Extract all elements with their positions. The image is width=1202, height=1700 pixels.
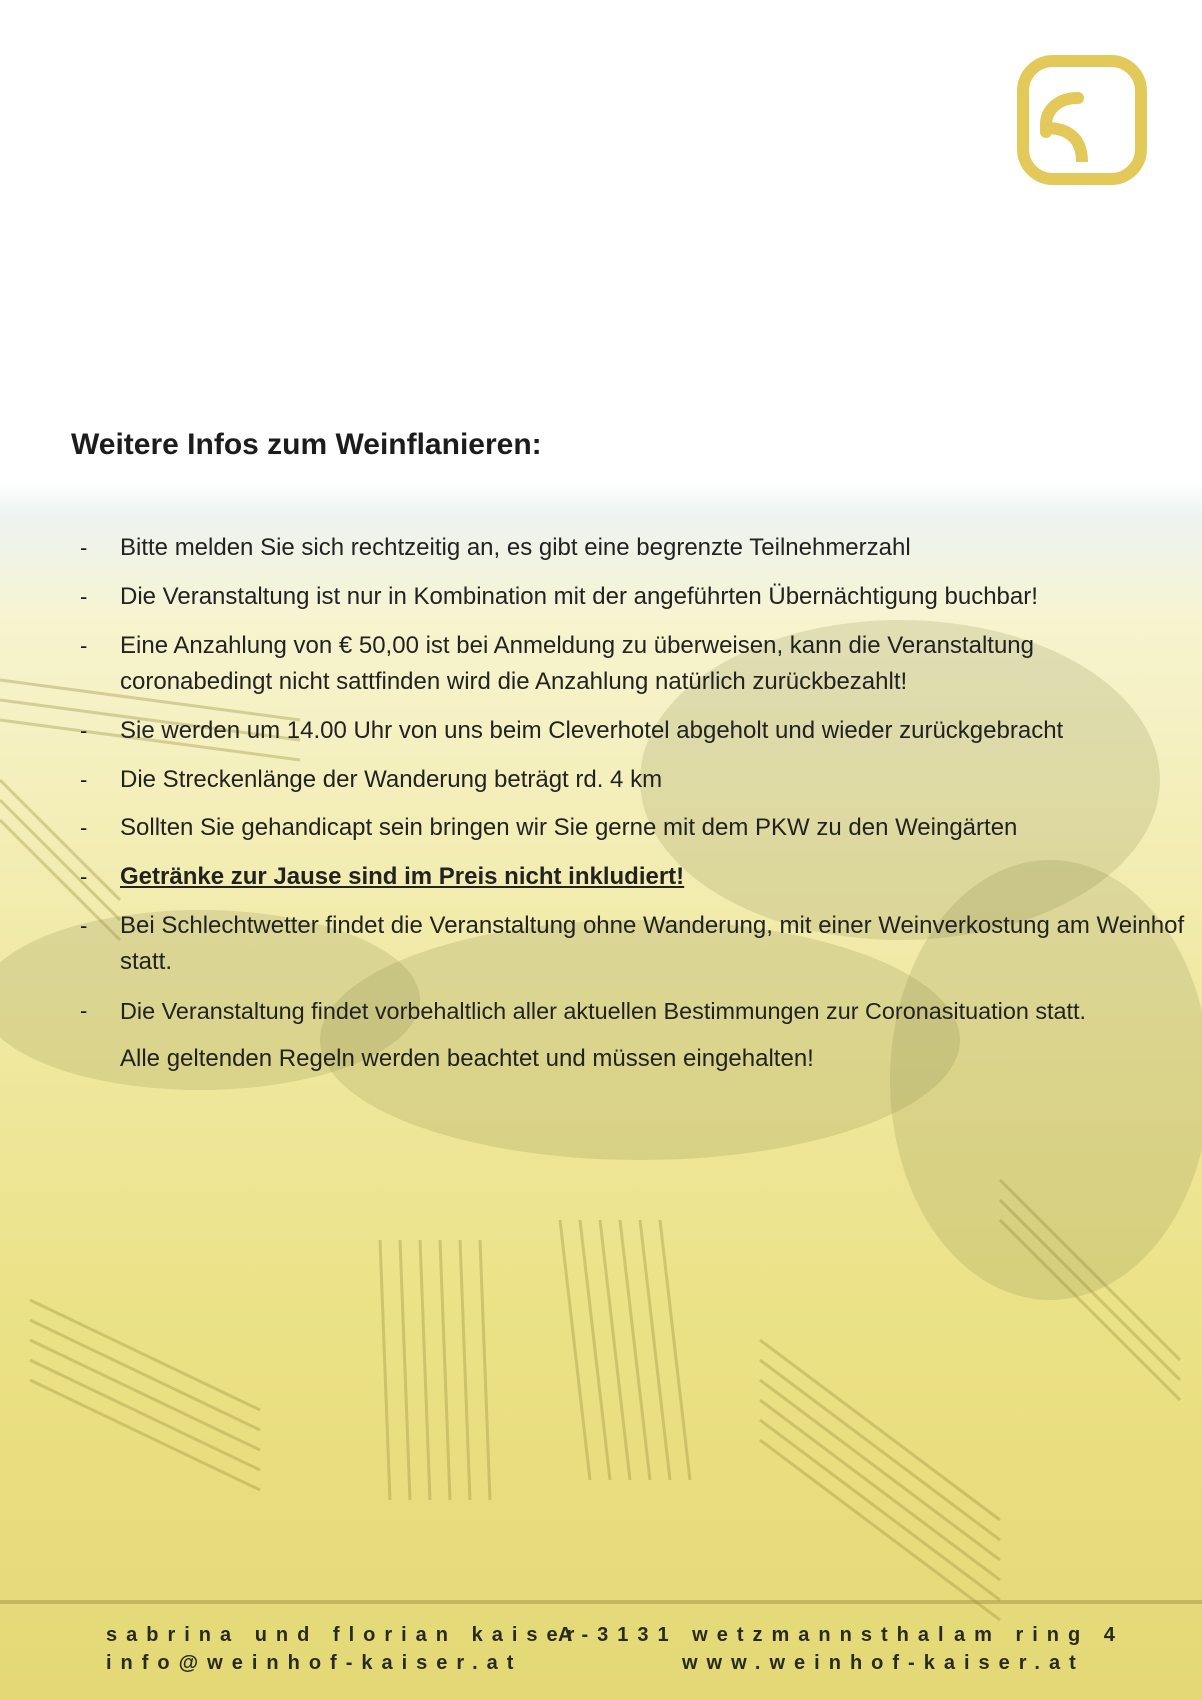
list-item-text: Eine Anzahlung von € 50,00 ist bei Anmeldung zu überweisen, kann die Veranstaltung coronabedingt nicht sattfinden wird die Anzahlung natürlich zurückbezahlt! [120, 632, 1034, 695]
footer [0, 1600, 1202, 1700]
list-item-text: Bei Schlechtwetter findet die Veranstaltung ohne Wanderung, mit einer Weinverkostung am Weinhof statt. [120, 912, 1185, 975]
bullet-dash: - [80, 718, 88, 743]
k-logo-icon [1016, 54, 1148, 186]
bullet-dash: - [80, 633, 88, 658]
list-item-text: Die Streckenlänge der Wanderung beträgt rd. 4 km [120, 766, 663, 793]
bullet-dash: - [80, 815, 88, 840]
list-item-text-emphasis: Getränke zur Jause sind im Preis nicht inkludiert! [120, 863, 685, 890]
bullet-dash: - [80, 767, 88, 792]
footer-names: sabrina und florian kaiser [106, 1624, 584, 1646]
list-item-text: Bitte melden Sie sich rechtzeitig an, es gibt eine begrenzte Teilnehmerzahl [120, 534, 911, 561]
list-item-text: Die Veranstaltung findet vorbehaltlich aller aktuellen Bestimmungen zur Coronasituation statt. [120, 998, 1087, 1024]
footer-divider [0, 1600, 1202, 1604]
bullet-dash: - [80, 998, 88, 1023]
list-item-text: Die Veranstaltung ist nur in Kombination mit der angeführten Übernächtigung buchbar! [120, 583, 1038, 610]
footer-email-link[interactable]: info@weinhof-kaiser.at [106, 1652, 523, 1674]
footer-street: am ring 4 [954, 1624, 1124, 1646]
bullet-dash: - [80, 913, 88, 938]
bullet-dash: - [80, 535, 88, 560]
list-item-text: Sie werden um 14.00 Uhr von uns beim Cleverhotel abgeholt und wieder zurückgebracht [120, 717, 1064, 744]
bullet-dash: - [80, 864, 88, 889]
footer-city: A-3131 wetzmannsthal [558, 1624, 953, 1646]
page-title: Weitere Infos zum Weinflanieren: [71, 428, 542, 461]
bullet-dash: - [80, 584, 88, 609]
list-item-text: Sollten Sie gehandicapt sein bringen wir Sie gerne mit dem PKW zu den Weingärten [120, 814, 1018, 841]
footer-website-link[interactable]: www.weinhof-kaiser.at [682, 1652, 1085, 1674]
closing-text: Alle geltenden Regeln werden beachtet und müssen eingehalten! [120, 1045, 814, 1072]
